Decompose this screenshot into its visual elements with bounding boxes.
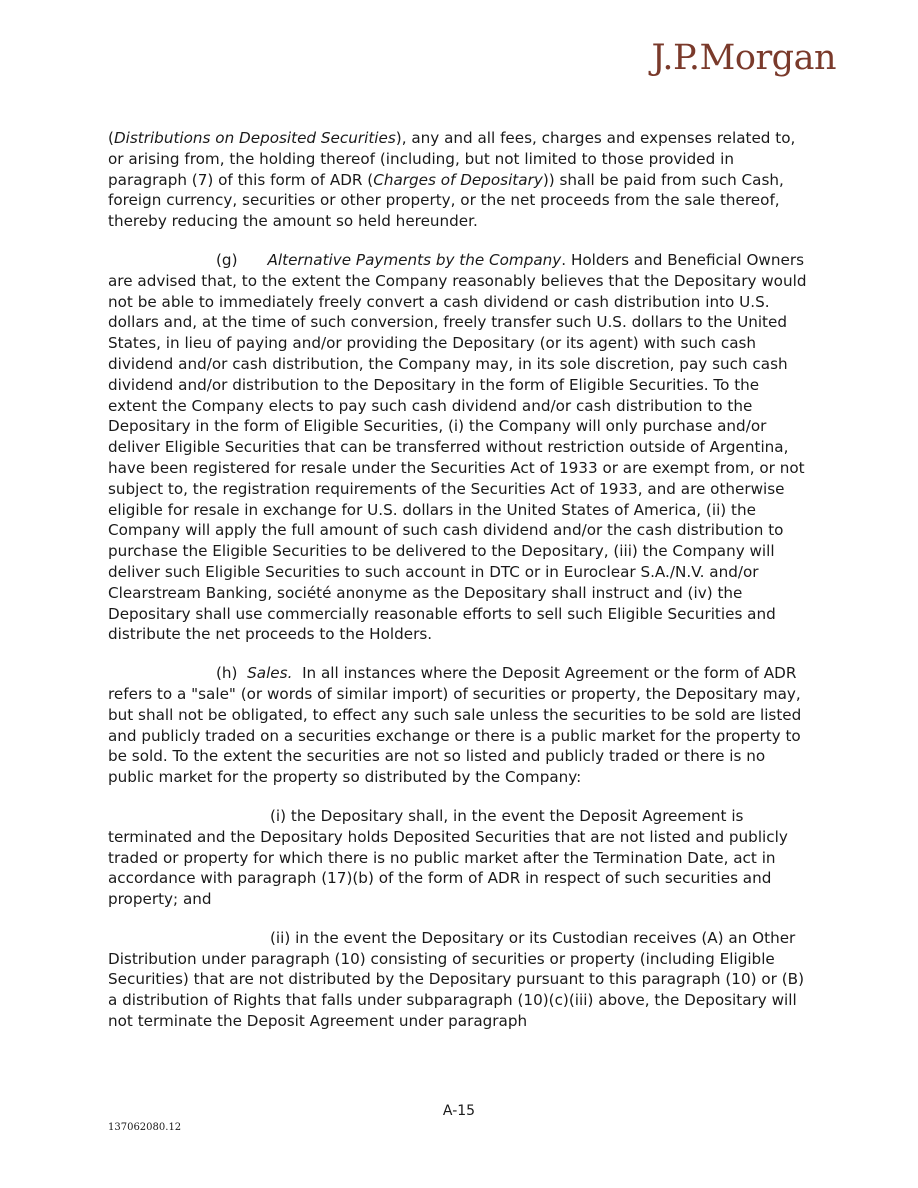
subparagraph-i bbox=[108, 806, 812, 910]
document-body bbox=[108, 128, 812, 1050]
paragraph-text: (i) the Depositary shall, in the event the Deposit Agreement is terminated and the Depositary holds Deposited Securities that are not listed and publicly traded or property for which there is no public market after the Termination Date, act in accordance with paragraph (17)(b) of the form of ADR in respect of such securities and property; and bbox=[108, 806, 788, 909]
italic-term-distributions: Distributions on Deposited Securities bbox=[113, 129, 396, 147]
paragraph-g bbox=[108, 250, 812, 645]
subparagraph-ii bbox=[108, 928, 812, 1032]
italic-term-charges: Charges of Depositary bbox=[373, 170, 543, 189]
paragraph-heading: Sales. bbox=[247, 664, 293, 683]
paragraph-heading: Alternative Payments by the Company bbox=[267, 250, 562, 269]
paragraph-text: In all instances where the Deposit Agreement or the form of ADR refers to a "sale" (or words of similar import) of securities or property, the Depositary may, but shall not be obligated, to effect any such sale unless the securities to be sold are listed and publicly traded on a securities exchange or there is a public market for the property to be sold. To the extent the securities are not so listed and publicly traded or there is no public market for the property so distributed by the Company: bbox=[108, 664, 802, 787]
paragraph-h bbox=[108, 663, 812, 788]
paragraph-label: (h) bbox=[216, 664, 238, 683]
paragraph-text: (ii) in the event the Depositary or its Custodian receives (A) an Other Distribution under paragraph (10) consisting of securities or property (including Eligible Securities) that are not distributed by the Depositary pursuant to this paragraph (10) or (B) a distribution of Rights that falls under subparagraph (10)(c)(iii) above, the Depositary will not terminate the Deposit Agreement under paragraph bbox=[108, 928, 805, 1031]
jpmorgan-logo: J.P.Morgan bbox=[651, 38, 836, 78]
paragraph-text: )) shall be paid from such Cash, foreign currency, securities or other property, or the net proceeds from the sale thereof, thereby reducing the amount so held hereunder. bbox=[108, 170, 784, 231]
paragraph-label: (g) bbox=[216, 250, 238, 269]
paragraph-continuation: (Distributions on Deposited Securities), any and all fees, charges and expenses related to, or arising from, the holding thereof (including, but not limited to those provided in paragraph (7) of this form of ADR (Charges of Depositary)) shall be paid from such Cash, foreign currency, securities or other property, or the net proceeds from the sale thereof, thereby reducing the amount so held hereunder. bbox=[108, 129, 796, 231]
page-number: A-15 bbox=[442, 1103, 476, 1119]
paragraph-text: . Holders and Beneficial Owners are advised that, to the extent the Company reasonably believes that the Depositary would not be able to immediately freely convert a cash dividend or cash distribution into U.S. dollars and, at the time of such conversion, freely transfer such U.S. dollars to the United States, in lieu of paying and/or providing the Depositary (or its agent) with such cash dividend and/or cash distribution, the Company may, in its sole discretion, pay such cash dividend and/or distribution to the Depositary in the form of Eligible Securities. To the extent the Company elects to pay such cash dividend and/or cash distribution to the Depositary in the form of Eligible Securities, (i) the Company will only purchase and/or deliver Eligible Securities that can be transferred without restriction outside of Argentina, have been registered for resale under the Securities Act of 1933 or are exempt from, or not subject to, the registration requirements of the Securities Act of 1933, and are otherwise eligible for resale in exchange for U.S. dollars in the United States of America, (ii) the Company will apply the full amount of such cash dividend and/or the cash distribution to purchase the Eligible Securities to be delivered to the Depositary, (iii) the Company will deliver such Eligible Securities to such account in DTC or in Euroclear S.A./N.V. and/or Clearstream Banking, société anonyme as the Depositary shall instruct and (iv) the Depositary shall use commercially reasonable efforts to sell such Eligible Securities and distribute the net proceeds to the Holders. bbox=[108, 250, 807, 644]
paragraph-text: ), any and all fees, charges and expenses related to, or arising from, the holding thereof (including, but not limited to those provided in paragraph (7) of this form of ADR ( bbox=[108, 129, 796, 189]
document-id: 137062080.12 bbox=[108, 1122, 182, 1133]
